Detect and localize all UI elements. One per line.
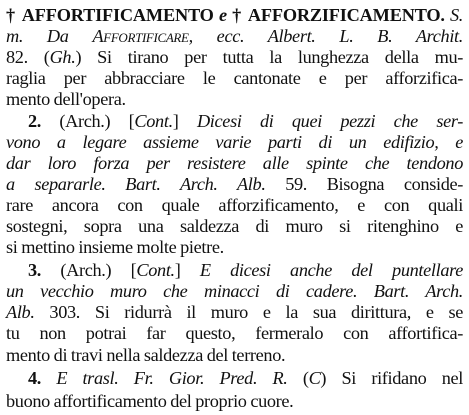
text-run: 59. Bisogna conside- [265,174,463,194]
text-run: m. Da [6,26,93,46]
text-line [6,366,463,390]
text-run: rare ancora con quale afforzificamento, e con quali [6,195,463,215]
text-run: mento dell'opera. [6,89,126,109]
text-run: un vecchio muro che minacci di cadere. Bart. Arch. [6,281,463,301]
text-run: mento di travi nella saldezza del terreno. [6,345,286,365]
text-run: Alb. [6,302,35,322]
text-run: E trasl. Fr. Gior. Pred. R. [56,368,288,388]
text-run: 3. [28,260,61,280]
text-run: 82. ( [6,47,50,67]
text-run: a separarle. Bart. Arch. Alb. [6,174,266,194]
text-run: AFFORZIFICAMENTO [247,5,441,25]
text-run: Dicesi di quei pezzi che ser- [196,111,463,131]
text-run: ) Si rifidano nel [320,368,463,388]
text-line [6,343,463,367]
text-run: tu non potrai far questo, fermeralo con affortifica- [6,323,463,343]
text-run: e [213,5,233,25]
text-run: ] [174,260,200,280]
text-run: dar loro forza per resistere alle spinte che tendono [6,153,463,173]
text-run: sostegni, sopra una saldezza di muro si ritenghino e [6,216,463,236]
text-run: , ecc. Albert. L. B. Archit. [188,26,463,46]
text-run: ] [172,111,197,131]
text-run: AFFORTIFICAMENTO [21,5,214,25]
text-run: 303. Si ridurrà il muro e la sua dirittura, e se [34,302,463,322]
text-run: vono a legare assieme varie parti di un edifizio, e [6,132,463,152]
text-run: C [308,368,321,388]
text-run: Cont. [134,111,173,131]
text-run: 2. [28,111,60,131]
text-line [6,235,463,259]
text-line [6,321,463,345]
text-line [6,389,463,413]
text-run: 4. [28,368,57,388]
text-run: raglia per abbracciare le cantonate e per afforzifica- [6,68,463,88]
text-run: Gh. [49,47,76,67]
text-run: Cont. [136,260,175,280]
text-run: S. [449,5,463,25]
text-line [6,87,463,111]
text-run: † [232,5,248,25]
text-run: ( [287,368,309,388]
text-run: (Arch.) [ [59,111,135,131]
text-run: (Arch.) [ [60,260,137,280]
text-run: buono affortificamento del proprio cuore. [6,391,294,411]
text-run: Affortificare [92,26,189,46]
text-run: † [6,5,22,25]
text-run: si mettino insieme molte pietre. [6,237,224,257]
text-run: E dicesi anche del puntellare [199,260,463,280]
text-run: ) Si tirano per tutta la lunghezza della mu- [75,47,463,67]
text-run: . [440,5,450,25]
